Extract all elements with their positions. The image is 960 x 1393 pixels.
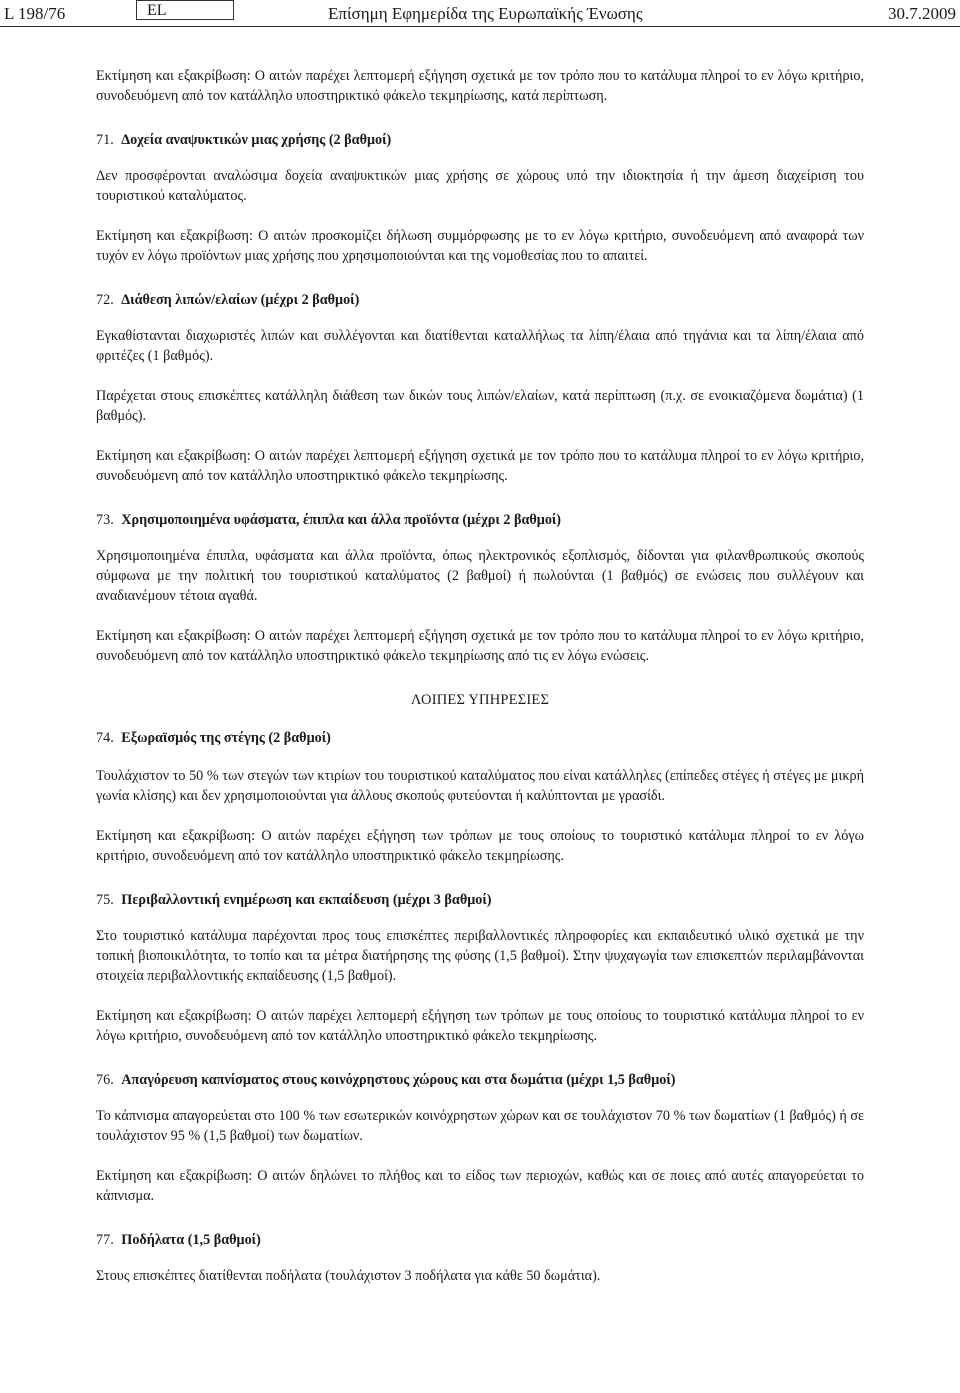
criterion-74-assessment: Εκτίμηση και εξακρίβωση: Ο αιτών παρέχει εξήγηση των τρόπων με τους οποίους το τουριστικό κατάλυμα πληροί το εν λόγω κριτήριο, συνοδευόμενη από τον κατάλληλο υποστηρικτικό φάκελο τεκμηρίωσης. [96,828,864,864]
criterion-title: Δοχεία αναψυκτικών μιας χρήσης (2 βαθμοί) [121,132,392,148]
criterion-73-heading [96,510,864,530]
criterion-72-heading [96,290,864,310]
criterion-number: 77. [96,1232,114,1248]
document-body [96,66,864,1286]
page-header [0,0,960,27]
criterion-number: 74. [96,730,114,746]
criterion-73-assessment: Εκτίμηση και εξακρίβωση: Ο αιτών παρέχει λεπτομερή εξήγηση σχετικά με τον τρόπο που το κατάλυμα πληροί το εν λόγω κριτήριο, συνοδευόμενη από τον κατάλληλο υποστηρικτικό φάκελο τεκμηρίωσης από τις εν λόγω ενώσεις. [96,628,864,664]
section-heading: ΛΟΙΠΕΣ ΥΠΗΡΕΣΙΕΣ [410,692,550,708]
criterion-71-assessment: Εκτίμηση και εξακρίβωση: Ο αιτών προσκομίζει δήλωση συμμόρφωσης με το εν λόγω κριτήριο, συνοδευόμενη από αναφορά των τυχόν εν λόγω προϊόντων μιας χρήσης που χρησιμοποιούνται και της νομοθεσίας που το απαιτεί. [96,228,864,264]
criterion-76-heading [96,1070,864,1090]
criterion-72-text-1: Εγκαθίστανται διαχωριστές λιπών και συλλέγονται και διατίθενται καταλλήλως τα λίπη/έλαια από τηγάνια και τα λίπη/έλαια από φριτέζες (1 βαθμός). [96,328,864,364]
criterion-number: 76. [96,1072,114,1088]
criterion-74-heading [96,728,331,748]
criterion-77-heading [96,1230,864,1250]
criterion-73-text: Χρησιμοποιημένα έπιπλα, υφάσματα και άλλα προϊόντα, όπως ηλεκτρονικός εξοπλισμός, δίδονται για φιλανθρωπικούς σκοπούς σύμφωνα με την πολιτική του τουριστικού καταλύματος (2 βαθμοί) ή πωλούνται (1 βαθμός) σε ενώσεις που συλλέγουν και αναδιανέμουν τέτοια αγαθά. [96,548,864,604]
criterion-72-text-2: Παρέχεται στους επισκέπτες κατάλληλη διάθεση των δικών τους λιπών/ελαίων, κατά περίπτωση (π.χ. σε ενοικιαζόμενα δωμάτια) (1 βαθμός). [96,388,864,424]
criterion-75-text: Στο τουριστικό κατάλυμα παρέχονται προς τους επισκέπτες περιβαλλοντικές πληροφορίες και εκπαιδευτικό υλικό σχετικά με την τοπική βιοποικιλότητα, το τοπίο και τα μέτρα διατήρησης της φύσης (1,5 βαθμοί). Στην ψυχαγωγία των επισκεπτών περιλαμβάνονται στοιχεία περιβαλλοντικής εκπαίδευσης (1,5 βαθμοί). [96,928,864,984]
criterion-title: Απαγόρευση καπνίσματος στους κοινόχρηστους χώρους και στα δωμάτια (μέχρι 1,5 βαθμοί) [121,1072,676,1088]
criterion-title: Ποδήλατα (1,5 βαθμοί) [121,1232,261,1248]
criterion-76-text: Το κάπνισμα απαγορεύεται στο 100 % των εσωτερικών κοινόχρηστων χώρων και σε τουλάχιστον 70 % των δωματίων (1 βαθμός) ή σε τουλάχιστον 95 % (1,5 βαθμοί) των δωματίων. [96,1108,864,1144]
criterion-74-text: Τουλάχιστον το 50 % των στεγών των κτιρίων του τουριστικού καταλύματος που είναι κατάλληλες (επίπεδες στέγες ή στέγες με μικρή γωνία κλίσης) και δεν χρησιμοποιούνται για άλλους σκοπούς φυτεύονται ή καλύπτονται με γρασίδι. [96,768,864,804]
criterion-number: 72. [96,292,114,308]
criterion-77-text: Στους επισκέπτες διατίθενται ποδήλατα (τουλάχιστον 3 ποδήλατα για κάθε 50 δωμάτια). [96,1268,601,1284]
assessment-paragraph: Εκτίμηση και εξακρίβωση: Ο αιτών παρέχει λεπτομερή εξήγηση σχετικά με τον τρόπο που το κατάλυμα πληροί το εν λόγω κριτήριο, συνοδευόμενη από τον κατάλληλο υποστηρικτικό φάκελο τεκμηρίωσης, κατά περίπτωση. [96,68,864,104]
criterion-title: Χρησιμοποιημένα υφάσματα, έπιπλα και άλλα προϊόντα (μέχρι 2 βαθμοί) [121,512,562,528]
publication-date: 30.7.2009 [888,4,956,23]
other-services-section [96,690,864,750]
criterion-71-heading [96,130,864,150]
criterion-number: 75. [96,892,114,908]
criterion-number: 73. [96,512,114,528]
language-box: EL [136,0,234,20]
criterion-76-assessment: Εκτίμηση και εξακρίβωση: Ο αιτών δηλώνει το πλήθος και το είδος των περιοχών, καθώς και σε ποιες από αυτές απαγορεύεται το κάπνισμα. [96,1168,864,1204]
criterion-title: Εξωραϊσμός της στέγης (2 βαθμοί) [121,730,331,746]
criterion-number: 71. [96,132,114,148]
criterion-72-assessment: Εκτίμηση και εξακρίβωση: Ο αιτών παρέχει λεπτομερή εξήγηση σχετικά με τον τρόπο που το κατάλυμα πληροί το εν λόγω κριτήριο, συνοδευόμενη από τον κατάλληλο υποστηρικτικό φάκελο τεκμηρίωσης. [96,448,864,484]
criterion-75-assessment: Εκτίμηση και εξακρίβωση: Ο αιτών παρέχει λεπτομερή εξήγηση των τρόπων με τους οποίους το τουριστικό κατάλυμα πληροί το εν λόγω κριτήριο, συνοδευόμενη από τον κατάλληλο υποστηρικτικό φάκελο τεκμηρίωσης. [96,1008,864,1044]
criterion-title: Διάθεση λιπών/ελαίων (μέχρι 2 βαθμοί) [121,292,360,308]
journal-title: Επίσημη Εφημερίδα της Ευρωπαϊκής Ένωσης [328,4,643,23]
page-reference: L 198/76 [4,4,66,23]
criterion-title: Περιβαλλοντική ενημέρωση και εκπαίδευση (μέχρι 3 βαθμοί) [121,892,492,908]
criterion-75-heading [96,890,864,910]
criterion-71-text: Δεν προσφέρονται αναλώσιμα δοχεία αναψυκτικών μιας χρήσης σε χώρους υπό την ιδιοκτησία ή την άμεση διαχείριση του τουριστικού καταλύματος. [96,168,864,204]
